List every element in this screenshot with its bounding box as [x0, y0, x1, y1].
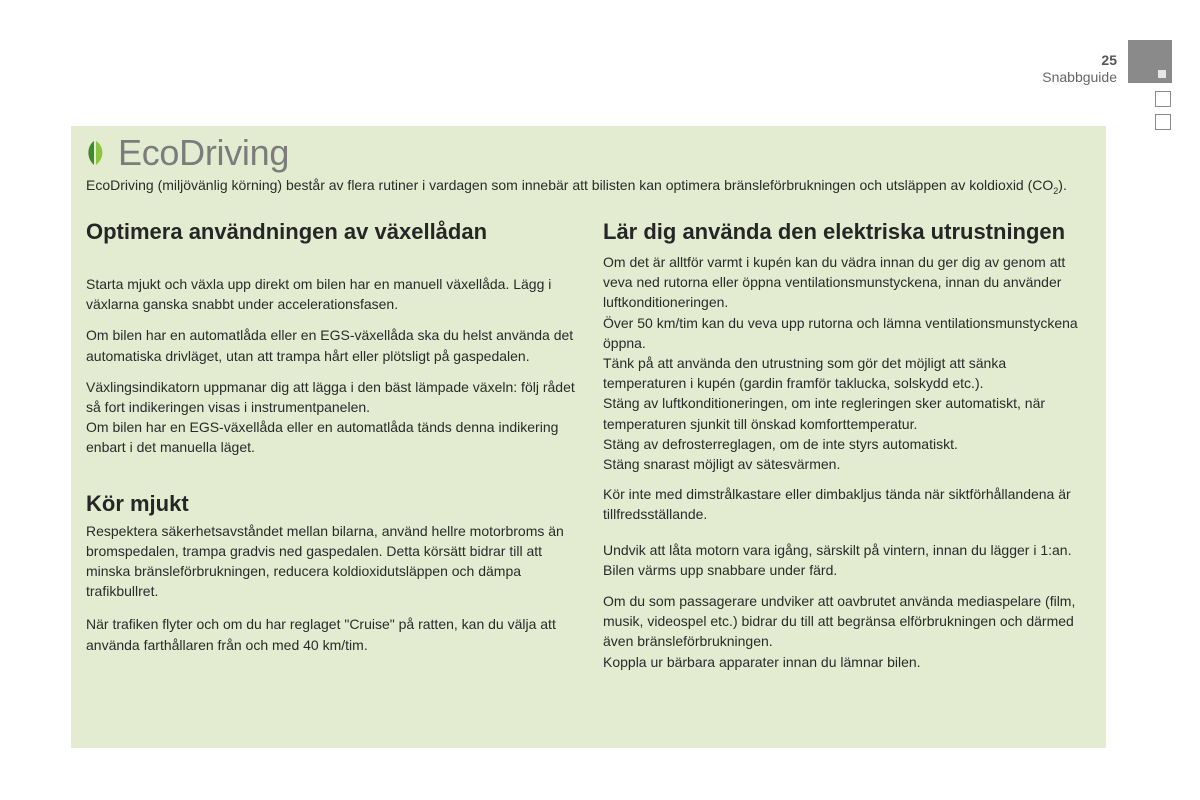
paragraph: Om bilen har en EGS-växellåda eller en automatlåda tänds denna indikering enbart i det manuella läget.	[86, 419, 559, 456]
paragraph: Över 50 km/tim kan du veva upp rutorna och lämna ventilationsmunstyckena öppna.	[603, 314, 1078, 351]
paragraph: Om du som passagerare undviker att oavbrutet använda mediaspelare (film, musik, videospel etc.) bidrar du till att begränsa elförbrukningen och därmed även bränsleförbrukningen.	[603, 593, 1076, 650]
paragraph: Stäng av luftkonditioneringen, om inte regleringen sker automatiskt, när temperaturen sjunkit till önskad komforttemperatur.	[603, 395, 1046, 432]
chapter-tab-marker	[1158, 70, 1166, 78]
intro-paragraph	[86, 175, 1076, 201]
paragraph: Koppla ur bärbara apparater innan du lämnar bilen.	[603, 653, 921, 670]
paragraph: När trafiken flyter och om du har reglaget "Cruise" på ratten, kan du välja att använda farthållaren från och med 40 km/tim.	[86, 616, 556, 653]
section-name: Snabbguide	[1042, 69, 1117, 85]
paragraph: Om bilen har en automatlåda eller en EGS-växellåda ska du helst använda det automatiska drivläget, utan att trampa hårt eller plötsligt på gaspedalen.	[86, 327, 574, 364]
paragraph: Tänk på att använda den utrustning som gör det möjligt att sänka temperaturen i kupén (gardin framför taklucka, solskydd etc.).	[603, 355, 1007, 392]
heading-electrical: Lär dig använda den elektriska utrustningen	[603, 219, 1066, 244]
chapter-tab-box	[1155, 114, 1171, 130]
paragraph: Kör inte med dimstrålkastare eller dimbakljus tända när siktförhållandena är tillfredsställande.	[603, 486, 1071, 523]
page-header	[1042, 52, 1117, 86]
leaf-icon	[84, 140, 106, 166]
right-column	[603, 220, 1093, 672]
paragraph: Undvik att låta motorn vara igång, särskilt på vintern, innan du lägger i 1:an. Bilen värms upp snabbare under färd.	[603, 541, 1072, 578]
paragraph: Om det är alltför varmt i kupén kan du vädra innan du ger dig av genom att veva ned rutorna eller öppna ventilationsmunstyckena, innan du använder luftkonditioneringen.	[603, 254, 1066, 311]
heading-drive-smooth: Kör mjukt	[86, 490, 189, 516]
page-title: EcoDriving	[118, 132, 290, 173]
chapter-tab-box	[1155, 91, 1171, 107]
paragraph: Stäng snarast möjligt av sätesvärmen.	[603, 456, 841, 473]
left-column	[86, 220, 576, 655]
paragraph: Respektera säkerhetsavståndet mellan bilarna, använd hellre motorbroms än bromspedalen, trampa gradvis ned gaspedalen. Detta körsätt bidrar till att minska bränsleförbrukningen, reducera koldioxidutsläppen och dämpa trafikbullret.	[86, 522, 564, 600]
page-number: 25	[1101, 52, 1117, 68]
intro-subscript: 2	[1053, 185, 1059, 196]
paragraph: Växlingsindikatorn uppmanar dig att lägga i den bäst lämpade växeln: följ rådet så fort indikeringen visas i instrumentpanelen.	[86, 378, 575, 416]
intro-text: EcoDriving (miljövänlig körning) består av flera rutiner i vardagen som innebär att bilisten kan optimera bränsleförbrukningen och utsläppen av koldioxid (CO	[86, 177, 1054, 193]
heading-gearbox: Optimera användningen av växellådan	[86, 219, 488, 244]
paragraph: Starta mjukt och växla upp direkt om bilen har en manuell växellåda. Lägg i växlarna ganska snabbt under accelerationsfasen.	[86, 276, 552, 313]
intro-text-end: ).	[1058, 177, 1067, 193]
chapter-tab-active	[1128, 40, 1172, 83]
paragraph: Stäng av defrosterreglagen, om de inte styrs automatiskt.	[603, 435, 958, 452]
title-row	[84, 131, 289, 175]
